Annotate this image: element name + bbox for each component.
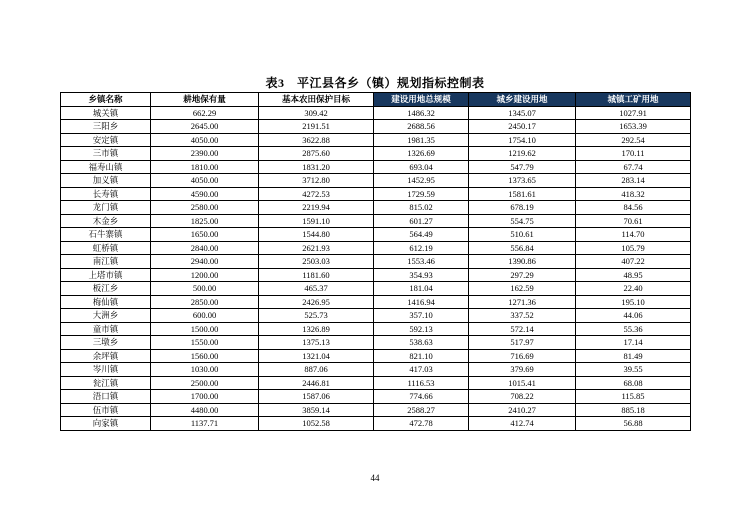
- value-cell: 1500.00: [151, 322, 259, 336]
- value-cell: 3859.14: [259, 403, 374, 417]
- value-cell: 354.93: [374, 268, 469, 282]
- value-cell: 2580.00: [151, 201, 259, 215]
- value-cell: 114.70: [576, 228, 691, 242]
- value-cell: 105.79: [576, 241, 691, 255]
- value-cell: 1030.00: [151, 363, 259, 377]
- township-name-cell: 加义镇: [61, 174, 151, 188]
- value-cell: 1831.20: [259, 160, 374, 174]
- value-cell: 572.14: [469, 322, 576, 336]
- value-cell: 1810.00: [151, 160, 259, 174]
- value-cell: 612.19: [374, 241, 469, 255]
- table-row: [61, 349, 691, 363]
- value-cell: 1219.62: [469, 147, 576, 161]
- table-row: [61, 309, 691, 323]
- value-cell: 2588.27: [374, 403, 469, 417]
- value-cell: 1452.95: [374, 174, 469, 188]
- value-cell: 1345.07: [469, 106, 576, 120]
- value-cell: 662.29: [151, 106, 259, 120]
- value-cell: 1729.59: [374, 187, 469, 201]
- value-cell: 17.14: [576, 336, 691, 350]
- value-cell: 678.19: [469, 201, 576, 215]
- value-cell: 2875.60: [259, 147, 374, 161]
- value-cell: 195.10: [576, 295, 691, 309]
- value-cell: 1373.65: [469, 174, 576, 188]
- value-cell: 1587.06: [259, 390, 374, 404]
- table-row: [61, 133, 691, 147]
- value-cell: 22.40: [576, 282, 691, 296]
- value-cell: 1326.69: [374, 147, 469, 161]
- planning-indicators-table: [60, 92, 691, 431]
- value-cell: 4590.00: [151, 187, 259, 201]
- value-cell: 68.08: [576, 376, 691, 390]
- header-row: [61, 93, 691, 107]
- table-row: [61, 295, 691, 309]
- township-name-cell: 余坪镇: [61, 349, 151, 363]
- value-cell: 1550.00: [151, 336, 259, 350]
- value-cell: 2940.00: [151, 255, 259, 269]
- value-cell: 115.85: [576, 390, 691, 404]
- value-cell: 708.22: [469, 390, 576, 404]
- value-cell: 417.03: [374, 363, 469, 377]
- township-name-cell: 长寿镇: [61, 187, 151, 201]
- value-cell: 556.84: [469, 241, 576, 255]
- value-cell: 44.06: [576, 309, 691, 323]
- table-row: [61, 106, 691, 120]
- value-cell: 283.14: [576, 174, 691, 188]
- value-cell: 774.66: [374, 390, 469, 404]
- value-cell: 412.74: [469, 417, 576, 431]
- value-cell: 3622.88: [259, 133, 374, 147]
- table-row: [61, 336, 691, 350]
- value-cell: 815.02: [374, 201, 469, 215]
- value-cell: 357.10: [374, 309, 469, 323]
- value-cell: 1754.10: [469, 133, 576, 147]
- township-name-cell: 龙门镇: [61, 201, 151, 215]
- value-cell: 1390.86: [469, 255, 576, 269]
- table-row: [61, 201, 691, 215]
- value-cell: 39.55: [576, 363, 691, 377]
- township-name-cell: 瓮江镇: [61, 376, 151, 390]
- value-cell: 525.73: [259, 309, 374, 323]
- column-header: 城乡建设用地: [469, 93, 576, 107]
- value-cell: 2503.03: [259, 255, 374, 269]
- value-cell: 84.56: [576, 201, 691, 215]
- value-cell: 510.61: [469, 228, 576, 242]
- table-row: [61, 174, 691, 188]
- value-cell: 1981.35: [374, 133, 469, 147]
- value-cell: 4272.53: [259, 187, 374, 201]
- table-row: [61, 120, 691, 134]
- value-cell: 1271.36: [469, 295, 576, 309]
- column-header: 乡镇名称: [61, 93, 151, 107]
- township-name-cell: 城关镇: [61, 106, 151, 120]
- township-name-cell: 三阳乡: [61, 120, 151, 134]
- value-cell: 547.79: [469, 160, 576, 174]
- value-cell: 592.13: [374, 322, 469, 336]
- value-cell: 517.97: [469, 336, 576, 350]
- value-cell: 1015.41: [469, 376, 576, 390]
- value-cell: 1321.04: [259, 349, 374, 363]
- value-cell: 4050.00: [151, 174, 259, 188]
- township-name-cell: 南江镇: [61, 255, 151, 269]
- value-cell: 1137.71: [151, 417, 259, 431]
- township-name-cell: 上塔市镇: [61, 268, 151, 282]
- column-header: 城镇工矿用地: [576, 93, 691, 107]
- value-cell: 1653.39: [576, 120, 691, 134]
- table-row: [61, 228, 691, 242]
- value-cell: 465.37: [259, 282, 374, 296]
- value-cell: 4480.00: [151, 403, 259, 417]
- value-cell: 1052.58: [259, 417, 374, 431]
- value-cell: 407.22: [576, 255, 691, 269]
- value-cell: 1591.10: [259, 214, 374, 228]
- value-cell: 297.29: [469, 268, 576, 282]
- table-row: [61, 417, 691, 431]
- value-cell: 1027.91: [576, 106, 691, 120]
- township-name-cell: 大洲乡: [61, 309, 151, 323]
- value-cell: 379.69: [469, 363, 576, 377]
- township-name-cell: 三市镇: [61, 147, 151, 161]
- table-row: [61, 255, 691, 269]
- value-cell: 554.75: [469, 214, 576, 228]
- value-cell: 56.88: [576, 417, 691, 431]
- value-cell: 181.04: [374, 282, 469, 296]
- value-cell: 2390.00: [151, 147, 259, 161]
- township-name-cell: 童市镇: [61, 322, 151, 336]
- township-name-cell: 三墩乡: [61, 336, 151, 350]
- value-cell: 170.11: [576, 147, 691, 161]
- value-cell: 418.32: [576, 187, 691, 201]
- township-name-cell: 板江乡: [61, 282, 151, 296]
- value-cell: 1486.32: [374, 106, 469, 120]
- table-row: [61, 376, 691, 390]
- value-cell: 70.61: [576, 214, 691, 228]
- table-row: [61, 241, 691, 255]
- table-row: [61, 214, 691, 228]
- value-cell: 292.54: [576, 133, 691, 147]
- value-cell: 2410.27: [469, 403, 576, 417]
- value-cell: 2840.00: [151, 241, 259, 255]
- value-cell: 337.52: [469, 309, 576, 323]
- value-cell: 1650.00: [151, 228, 259, 242]
- value-cell: 55.36: [576, 322, 691, 336]
- value-cell: 2500.00: [151, 376, 259, 390]
- table-row: [61, 322, 691, 336]
- value-cell: 564.49: [374, 228, 469, 242]
- value-cell: 538.63: [374, 336, 469, 350]
- value-cell: 67.74: [576, 160, 691, 174]
- township-name-cell: 岑川镇: [61, 363, 151, 377]
- township-name-cell: 伍市镇: [61, 403, 151, 417]
- value-cell: 1553.46: [374, 255, 469, 269]
- table-row: [61, 363, 691, 377]
- value-cell: 81.49: [576, 349, 691, 363]
- value-cell: 2219.94: [259, 201, 374, 215]
- value-cell: 601.27: [374, 214, 469, 228]
- table-row: [61, 390, 691, 404]
- value-cell: 600.00: [151, 309, 259, 323]
- page-number: 44: [370, 473, 380, 483]
- value-cell: 4050.00: [151, 133, 259, 147]
- value-cell: 3712.80: [259, 174, 374, 188]
- value-cell: 716.69: [469, 349, 576, 363]
- table-body: [61, 106, 691, 430]
- value-cell: 1416.94: [374, 295, 469, 309]
- table-row: [61, 147, 691, 161]
- value-cell: 2450.17: [469, 120, 576, 134]
- value-cell: 1200.00: [151, 268, 259, 282]
- township-name-cell: 浯口镇: [61, 390, 151, 404]
- column-header: 建设用地总规模: [374, 93, 469, 107]
- value-cell: 309.42: [259, 106, 374, 120]
- value-cell: 1326.89: [259, 322, 374, 336]
- column-header: 基本农田保护目标: [259, 93, 374, 107]
- value-cell: 1544.80: [259, 228, 374, 242]
- value-cell: 2688.56: [374, 120, 469, 134]
- value-cell: 2850.00: [151, 295, 259, 309]
- value-cell: 887.06: [259, 363, 374, 377]
- value-cell: 2426.95: [259, 295, 374, 309]
- value-cell: 1825.00: [151, 214, 259, 228]
- township-name-cell: 向家镇: [61, 417, 151, 431]
- value-cell: 48.95: [576, 268, 691, 282]
- value-cell: 693.04: [374, 160, 469, 174]
- value-cell: 472.78: [374, 417, 469, 431]
- table-row: [61, 160, 691, 174]
- value-cell: 821.10: [374, 349, 469, 363]
- township-name-cell: 虹桥镇: [61, 241, 151, 255]
- value-cell: 1116.53: [374, 376, 469, 390]
- township-name-cell: 梅仙镇: [61, 295, 151, 309]
- table-row: [61, 268, 691, 282]
- township-name-cell: 木金乡: [61, 214, 151, 228]
- value-cell: 1581.61: [469, 187, 576, 201]
- value-cell: 2621.93: [259, 241, 374, 255]
- value-cell: 885.18: [576, 403, 691, 417]
- value-cell: 1375.13: [259, 336, 374, 350]
- township-name-cell: 安定镇: [61, 133, 151, 147]
- value-cell: 2191.51: [259, 120, 374, 134]
- value-cell: 1181.60: [259, 268, 374, 282]
- column-header: 耕地保有量: [151, 93, 259, 107]
- township-name-cell: 石牛寨镇: [61, 228, 151, 242]
- table-row: [61, 282, 691, 296]
- table-title: 表3 平江县各乡（镇）规划指标控制表: [265, 76, 485, 90]
- value-cell: 1560.00: [151, 349, 259, 363]
- value-cell: 2446.81: [259, 376, 374, 390]
- value-cell: 2645.00: [151, 120, 259, 134]
- value-cell: 1700.00: [151, 390, 259, 404]
- table-row: [61, 403, 691, 417]
- value-cell: 500.00: [151, 282, 259, 296]
- value-cell: 162.59: [469, 282, 576, 296]
- table-row: [61, 187, 691, 201]
- township-name-cell: 福寿山镇: [61, 160, 151, 174]
